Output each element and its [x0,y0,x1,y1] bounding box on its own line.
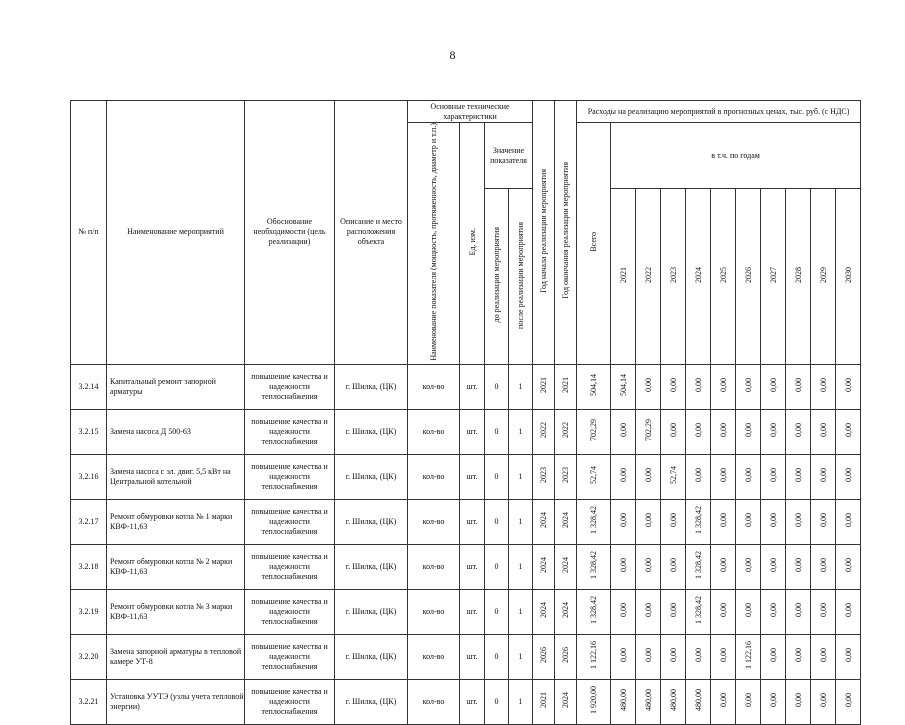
row-year-cost: 0,00 [786,364,811,409]
row-total: 1 328,42 [577,544,611,589]
row-year-cost: 0,00 [661,499,686,544]
row-year-cost: 0,00 [836,499,861,544]
row-year-cost: 0,00 [686,409,711,454]
row-total: 1 328,42 [577,499,611,544]
page-number: 8 [449,48,456,62]
row-year-cost: 0,00 [736,589,761,634]
col-header-costs: Расходы на реализацию мероприятий в прогнозных ценах, тыс. руб. (с НДС) [577,101,861,123]
row-measure-name: Замена запорной арматуры в тепловой камере УТ-8 [107,634,245,679]
col-header-start-year: Год начала реализации мероприятия [533,101,555,365]
row-number: 3.2.19 [71,589,107,634]
row-measure-name: Ремонт обмуровки котла № 1 марки КВФ-11,63 [107,499,245,544]
row-year-cost: 0,00 [761,364,786,409]
row-value-before: 0 [485,454,509,499]
table-row [71,544,861,589]
row-value-before: 0 [485,544,509,589]
row-year-cost: 0,00 [661,589,686,634]
row-year-cost: 0,00 [836,454,861,499]
col-header-end-year: Год окончания реализации мероприятия [555,101,577,365]
row-indicator: кол-во [408,454,460,499]
row-year-cost: 0,00 [761,499,786,544]
row-location: г. Шилка, (ЦК) [335,679,408,724]
row-year-cost: 0,00 [836,409,861,454]
row-end-year: 2024 [555,589,577,634]
col-header-after: после реализации мероприятия [509,189,533,364]
row-number: 3.2.20 [71,634,107,679]
table-row [71,409,861,454]
row-value-before: 0 [485,364,509,409]
row-start-year: 2024 [533,499,555,544]
row-end-year: 2024 [555,679,577,724]
row-year-cost: 0,00 [836,589,861,634]
row-total: 1 328,42 [577,589,611,634]
row-year-cost: 0,00 [786,679,811,724]
row-year-cost: 0,00 [636,364,661,409]
row-year-cost: 0,00 [686,634,711,679]
row-value-before: 0 [485,679,509,724]
row-measure-name: Замена насоса с эл. двиг. 5,5 кВт на Центральной котельной [107,454,245,499]
row-year-cost: 0,00 [786,589,811,634]
col-header-year: 2024 [686,189,711,364]
row-number: 3.2.15 [71,409,107,454]
row-value-before: 0 [485,499,509,544]
row-year-cost: 0,00 [636,634,661,679]
table-row [71,454,861,499]
row-end-year: 2024 [555,499,577,544]
row-year-cost: 0,00 [811,634,836,679]
row-location: г. Шилка, (ЦК) [335,634,408,679]
row-year-cost: 0,00 [811,499,836,544]
row-location: г. Шилка, (ЦК) [335,364,408,409]
row-total: 504,14 [577,364,611,409]
row-start-year: 2021 [533,364,555,409]
row-year-cost: 0,00 [661,634,686,679]
row-start-year: 2021 [533,679,555,724]
row-end-year: 2023 [555,454,577,499]
row-year-cost: 0,00 [836,544,861,589]
row-indicator: кол-во [408,634,460,679]
investment-table [70,100,861,725]
row-year-cost: 0,00 [636,589,661,634]
row-year-cost: 0,00 [611,409,636,454]
row-year-cost: 0,00 [811,409,836,454]
row-year-cost: 0,00 [736,364,761,409]
row-year-cost: 0,00 [661,364,686,409]
row-value-after: 1 [509,499,533,544]
col-header-num: № п/п [71,101,107,365]
row-total: 52,74 [577,454,611,499]
row-year-cost: 0,00 [786,544,811,589]
row-value-after: 1 [509,454,533,499]
table-row [71,364,861,409]
row-year-cost: 0,00 [711,409,736,454]
col-header-tech: Основные технические характеристики [408,101,533,123]
row-year-cost: 0,00 [761,589,786,634]
row-year-cost: 0,00 [836,364,861,409]
row-year-cost: 0,00 [636,454,661,499]
row-unit: шт. [460,544,485,589]
row-location: г. Шилка, (ЦК) [335,544,408,589]
row-year-cost: 0,00 [611,634,636,679]
row-value-after: 1 [509,634,533,679]
row-indicator: кол-во [408,364,460,409]
row-year-cost: 1 122,16 [736,634,761,679]
row-purpose: повышение качества и надежности теплоснабжения [245,544,335,589]
row-unit: шт. [460,499,485,544]
row-number: 3.2.17 [71,499,107,544]
col-header-indicator-value: Значение показателя [485,123,533,189]
row-year-cost: 0,00 [811,544,836,589]
row-year-cost: 480,00 [611,679,636,724]
row-measure-name: Установка УУТЭ (узлы учета тепловой энергии) [107,679,245,724]
row-start-year: 2024 [533,589,555,634]
col-header-year: 2025 [711,189,736,364]
row-year-cost: 0,00 [836,679,861,724]
row-year-cost: 52,74 [661,454,686,499]
row-measure-name: Ремонт обмуровки котла № 3 марки КВФ-11,63 [107,589,245,634]
row-year-cost: 1 328,42 [686,544,711,589]
row-year-cost: 0,00 [736,499,761,544]
row-unit: шт. [460,454,485,499]
col-header-year: 2029 [811,189,836,364]
row-unit: шт. [460,634,485,679]
col-header-year: 2028 [786,189,811,364]
row-value-before: 0 [485,409,509,454]
row-year-cost: 0,00 [736,409,761,454]
row-year-cost: 0,00 [711,634,736,679]
row-year-cost: 0,00 [736,679,761,724]
row-indicator: кол-во [408,544,460,589]
row-year-cost: 0,00 [836,634,861,679]
row-number: 3.2.16 [71,454,107,499]
row-year-cost: 0,00 [786,409,811,454]
row-year-cost: 0,00 [761,679,786,724]
row-indicator: кол-во [408,679,460,724]
row-year-cost: 0,00 [661,409,686,454]
row-year-cost: 0,00 [611,544,636,589]
row-year-cost: 0,00 [736,454,761,499]
row-year-cost: 0,00 [761,409,786,454]
row-indicator: кол-во [408,499,460,544]
row-purpose: повышение качества и надежности теплоснабжения [245,499,335,544]
row-purpose: повышение качества и надежности теплоснабжения [245,454,335,499]
col-header-total: Всего [577,123,611,365]
row-year-cost: 0,00 [811,454,836,499]
row-year-cost: 0,00 [636,499,661,544]
row-year-cost: 1 328,42 [686,589,711,634]
col-header-name: Наименование мероприятий [107,101,245,365]
row-indicator: кол-во [408,409,460,454]
row-end-year: 2021 [555,364,577,409]
row-year-cost: 0,00 [611,454,636,499]
table-row [71,634,861,679]
row-location: г. Шилка, (ЦК) [335,409,408,454]
table-row [71,499,861,544]
col-header-year: 2022 [636,189,661,364]
row-value-after: 1 [509,589,533,634]
row-purpose: повышение качества и надежности теплоснабжения [245,634,335,679]
row-number: 3.2.18 [71,544,107,589]
row-unit: шт. [460,589,485,634]
row-year-cost: 0,00 [811,589,836,634]
row-year-cost: 0,00 [711,364,736,409]
row-year-cost: 0,00 [661,544,686,589]
table-header [71,101,861,365]
row-year-cost: 0,00 [761,454,786,499]
row-number: 3.2.21 [71,679,107,724]
col-header-year: 2021 [611,189,636,364]
row-location: г. Шилка, (ЦК) [335,454,408,499]
row-year-cost: 0,00 [736,544,761,589]
col-header-year: 2030 [836,189,861,364]
row-year-cost: 1 328,42 [686,499,711,544]
table-row [71,679,861,724]
row-unit: шт. [460,409,485,454]
row-purpose: повышение качества и надежности теплоснабжения [245,679,335,724]
col-header-year: 2027 [761,189,786,364]
row-measure-name: Замена насоса Д 500-63 [107,409,245,454]
row-unit: шт. [460,679,485,724]
col-header-year: 2026 [736,189,761,364]
row-purpose: повышение качества и надежности теплоснабжения [245,589,335,634]
row-year-cost: 702,29 [636,409,661,454]
row-year-cost: 480,00 [661,679,686,724]
col-header-justification: Обоснование необходимости (цель реализации) [245,101,335,365]
row-year-cost: 0,00 [786,634,811,679]
row-year-cost: 0,00 [761,544,786,589]
row-year-cost: 0,00 [686,364,711,409]
row-indicator: кол-во [408,589,460,634]
row-measure-name: Капитальный ремонт запорной арматуры [107,364,245,409]
table-body [71,364,861,724]
row-year-cost: 0,00 [711,454,736,499]
row-year-cost: 0,00 [686,454,711,499]
col-header-by-years: в т.ч. по годам [611,123,861,189]
row-total: 1 122,16 [577,634,611,679]
row-purpose: повышение качества и надежности теплоснабжения [245,364,335,409]
row-value-before: 0 [485,634,509,679]
row-year-cost: 0,00 [761,634,786,679]
col-header-unit: Ед. изм. [460,123,485,365]
row-year-cost: 0,00 [711,589,736,634]
row-year-cost: 0,00 [611,499,636,544]
row-value-after: 1 [509,679,533,724]
row-year-cost: 0,00 [786,454,811,499]
col-header-location: Описание и место расположения объекта [335,101,408,365]
row-location: г. Шилка, (ЦК) [335,589,408,634]
row-year-cost: 0,00 [811,679,836,724]
row-year-cost: 0,00 [711,544,736,589]
row-total: 1 920,00 [577,679,611,724]
row-end-year: 2026 [555,634,577,679]
row-start-year: 2024 [533,544,555,589]
row-value-after: 1 [509,544,533,589]
row-year-cost: 0,00 [811,364,836,409]
row-measure-name: Ремонт обмуровки котла № 2 марки КВФ-11,63 [107,544,245,589]
row-year-cost: 504,14 [611,364,636,409]
table-row [71,589,861,634]
row-purpose: повышение качества и надежности теплоснабжения [245,409,335,454]
col-header-year: 2023 [661,189,686,364]
row-value-after: 1 [509,409,533,454]
row-end-year: 2024 [555,544,577,589]
row-total: 702,29 [577,409,611,454]
row-year-cost: 480,00 [636,679,661,724]
row-number: 3.2.14 [71,364,107,409]
row-start-year: 2023 [533,454,555,499]
row-location: г. Шилка, (ЦК) [335,499,408,544]
row-start-year: 2022 [533,409,555,454]
row-year-cost: 0,00 [711,679,736,724]
row-value-before: 0 [485,589,509,634]
col-header-before: до реализации мероприятия [485,189,509,364]
row-unit: шт. [460,364,485,409]
col-header-indicator-name: Наименование показателя (мощность, протяженность, диаметр и т.п.) [408,123,460,365]
row-year-cost: 0,00 [786,499,811,544]
row-start-year: 2026 [533,634,555,679]
row-year-cost: 0,00 [636,544,661,589]
row-year-cost: 480,00 [686,679,711,724]
row-end-year: 2022 [555,409,577,454]
row-year-cost: 0,00 [711,499,736,544]
row-value-after: 1 [509,364,533,409]
row-year-cost: 0,00 [611,589,636,634]
